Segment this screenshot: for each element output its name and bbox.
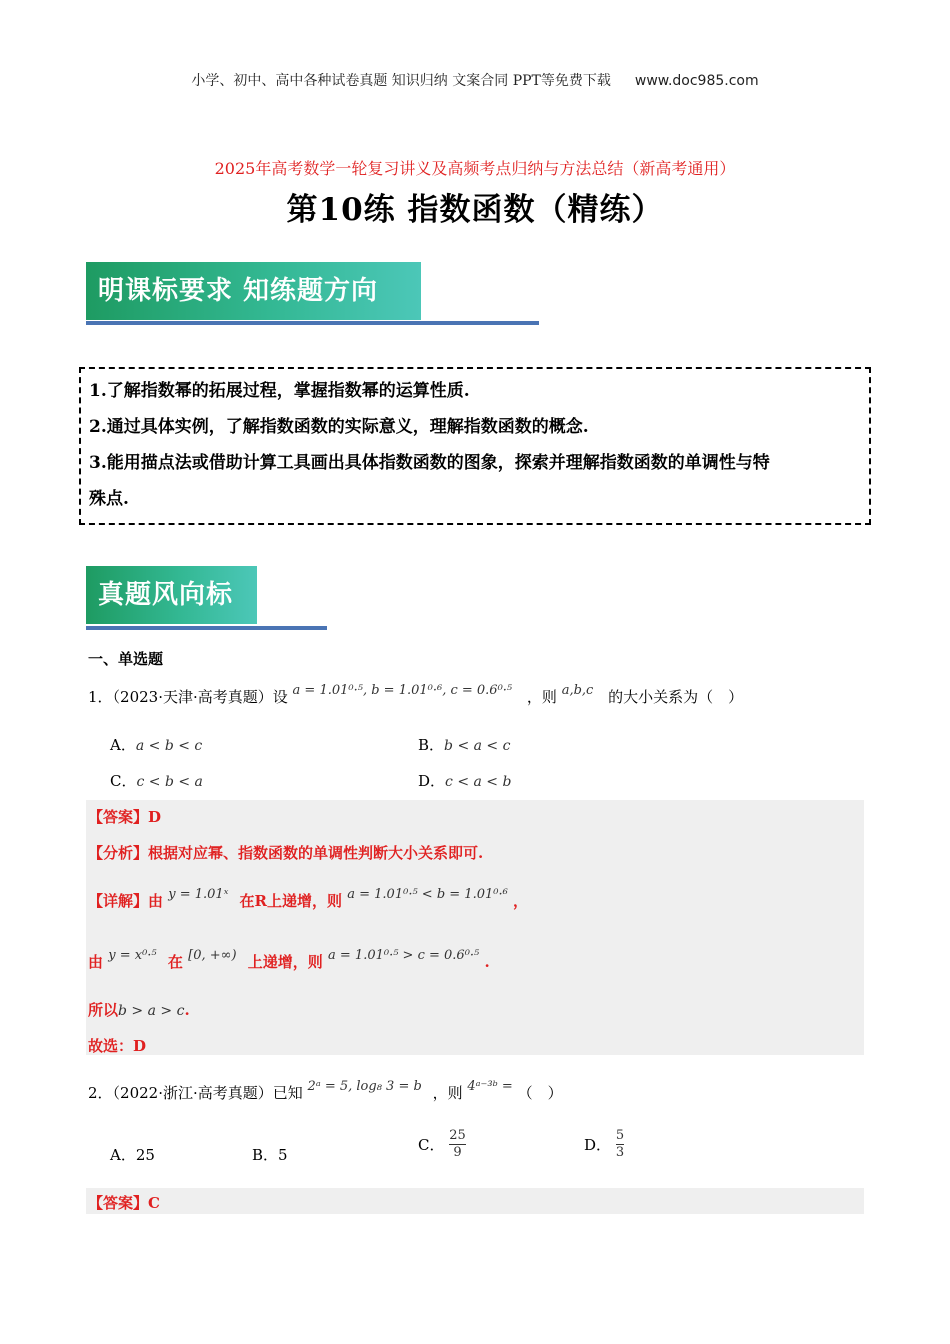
fraction-numerator: 5 xyxy=(615,1128,625,1143)
fraction-denominator: 9 xyxy=(453,1145,462,1160)
banner-past-exams: 真题风向标 xyxy=(86,566,257,624)
q1-prefix: 1．（2023·天津·高考真题）设 xyxy=(88,688,288,706)
option-label: A． xyxy=(110,1146,136,1164)
requirement-item: 1.了解指数幂的拓展过程，掌握指数幂的运算性质. xyxy=(89,381,470,401)
q2-option-b[interactable] xyxy=(252,1144,288,1165)
option-expr: c < b < a xyxy=(136,774,203,790)
q1-detail-line2 xyxy=(88,948,490,972)
page-header xyxy=(0,70,950,90)
q1-formula: a = 1.01⁰·⁵, b = 1.01⁰·⁶, c = 0.6⁰·⁵ xyxy=(292,683,513,698)
option-label: D． xyxy=(418,772,446,790)
q2-option-a[interactable] xyxy=(110,1144,155,1165)
q2-expr: 4ᵃ⁻³ᵇ = xyxy=(467,1079,513,1094)
q2-answer: 【答案】C xyxy=(88,1194,160,1212)
q2-option-c[interactable] xyxy=(418,1128,466,1161)
q2-suffix: （ ） xyxy=(517,1084,563,1102)
q2-option-d[interactable] xyxy=(584,1128,624,1161)
detail-formula: y = x⁰·⁵ xyxy=(108,948,157,963)
q1-detail-line3 xyxy=(88,999,190,1020)
detail-text: 在 xyxy=(167,953,183,971)
option-expr: b < a < c xyxy=(444,738,511,754)
detail-text: 由 xyxy=(88,953,104,971)
option-expr: c < a < b xyxy=(445,774,512,790)
fraction xyxy=(449,1128,466,1161)
fraction-denominator: 3 xyxy=(615,1145,625,1160)
q1-option-d[interactable] xyxy=(418,770,511,791)
question-2-stem xyxy=(88,1079,563,1103)
detail-text: 在R上递增，则 xyxy=(239,892,343,910)
option-label: B． xyxy=(418,736,445,754)
question-1-stem xyxy=(88,683,744,707)
banner-curriculum: 明课标要求 知练题方向 xyxy=(86,262,421,320)
option-label: B． xyxy=(252,1146,279,1164)
option-label: D． xyxy=(584,1136,612,1154)
option-label: C． xyxy=(110,772,137,790)
detail-text: 所以 xyxy=(88,1001,119,1019)
detail-formula: [0, +∞) xyxy=(188,948,237,963)
q1-choose: 故选：D xyxy=(88,1037,147,1055)
q1-mid: ，则 xyxy=(526,688,557,706)
requirement-item: 2.通过具体实例，了解指数函数的实际意义，理解指数函数的概念. xyxy=(89,417,589,437)
q2-answer-box xyxy=(86,1188,864,1214)
option-label: C． xyxy=(418,1136,445,1154)
option-value: 5 xyxy=(278,1146,288,1164)
requirement-item: 殊点. xyxy=(89,489,129,509)
q2-formula: 2ᵃ = 5, log₈ 3 = b xyxy=(307,1079,422,1094)
q1-answer-box xyxy=(86,800,864,1055)
q2-prefix: 2．（2022·浙江·高考真题）已知 xyxy=(88,1084,303,1102)
section-heading: 一、单选题 xyxy=(88,650,164,668)
detail-formula: a = 1.01⁰·⁵ < b = 1.01⁰·⁶ xyxy=(347,887,508,902)
banner-past-exams-underline xyxy=(86,626,327,630)
detail-formula: b > a > c xyxy=(118,1003,185,1019)
fraction-numerator: 25 xyxy=(449,1128,466,1143)
q1-option-a[interactable] xyxy=(110,734,202,755)
requirement-item: 3.能用描点法或借助计算工具画出具体指数函数的图象，探索并理解指数函数的单调性与特 xyxy=(89,453,770,473)
q1-answer: 【答案】D xyxy=(88,808,162,826)
q1-suffix: 的大小关系为（ ） xyxy=(608,688,744,706)
q1-option-c[interactable] xyxy=(110,770,203,791)
header-site[interactable]: www.doc985.com xyxy=(634,73,759,89)
detail-text: . xyxy=(484,953,490,971)
detail-text: ， xyxy=(513,892,529,910)
fraction xyxy=(616,1128,624,1161)
document-subtitle: 2025年高考数学一轮复习讲义及高频考点归纳与方法总结（新高考通用） xyxy=(214,159,736,178)
detail-text: 上递增，则 xyxy=(247,953,323,971)
document-title: 第10练 指数函数（精练） xyxy=(286,192,664,228)
banner-curriculum-underline xyxy=(86,321,539,325)
detail-formula: a = 1.01⁰·⁵ > c = 0.6⁰·⁵ xyxy=(328,948,480,963)
detail-text: . xyxy=(184,1001,190,1019)
q1-detail-line1 xyxy=(88,887,529,911)
option-expr: a < b < c xyxy=(135,738,203,754)
q2-mid: ，则 xyxy=(432,1084,463,1102)
q1-analysis: 【分析】根据对应幂、指数函数的单调性判断大小关系即可. xyxy=(88,844,484,862)
detail-text: 【详解】由 xyxy=(88,892,164,910)
requirements-box xyxy=(79,367,871,525)
option-value: 25 xyxy=(135,1146,155,1164)
q1-option-b[interactable] xyxy=(418,734,510,755)
option-label: A． xyxy=(110,736,136,754)
header-text: 小学、初中、高中各种试卷真题 知识归纳 文案合同 PPT等免费下载 xyxy=(191,73,611,89)
q1-vars: a,b,c xyxy=(561,683,594,698)
detail-formula: y = 1.01ˣ xyxy=(168,887,229,902)
